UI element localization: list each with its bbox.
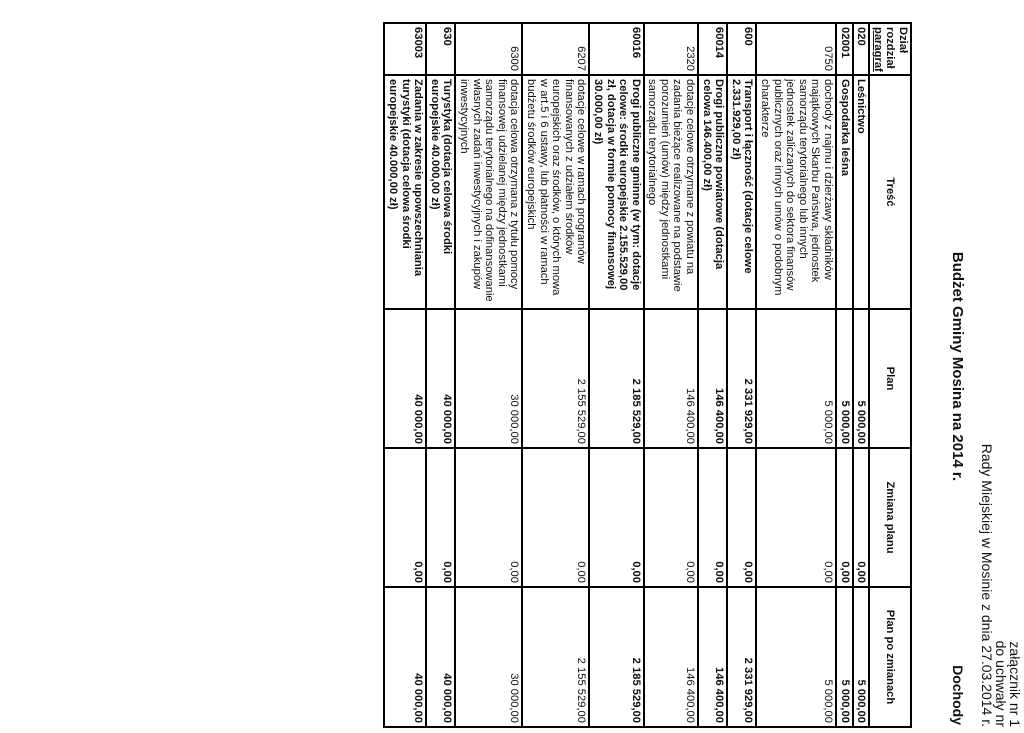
row-code: 02001 (836, 23, 853, 75)
table-row (836, 23, 853, 727)
row-description: Gospodarka leśna (836, 75, 853, 309)
row-plan-after: 5 000,00 (836, 587, 853, 727)
table-row (756, 23, 836, 727)
row-change: 0,00 (698, 448, 727, 587)
table-row (455, 23, 522, 727)
column-header-code-line2: rozdział (884, 27, 897, 69)
budget-table (383, 22, 912, 728)
row-plan: 40 000,00 (426, 309, 455, 448)
row-description: dotacja celowa otrzymana z tytułu pomocy finansowej udzielanej między jednostkami samorządu terytorialnego na dofinansowanie własnych zadań inwestycyjnych i zakupów inwestycyjnych (455, 75, 522, 309)
row-change: 0,00 (756, 448, 836, 587)
row-plan-after: 2 331 929,00 (727, 587, 756, 727)
table-row (644, 23, 698, 727)
table-row (727, 23, 756, 727)
table-row (698, 23, 727, 727)
row-plan: 5 000,00 (756, 309, 836, 448)
row-code: 020 (853, 23, 870, 75)
row-change: 0,00 (522, 448, 589, 587)
row-description: Leśnictwo (853, 75, 870, 309)
attachment-number: załącznik nr 1 (1007, 641, 1023, 727)
row-code: 2320 (644, 23, 698, 75)
row-change: 0,00 (384, 448, 426, 587)
row-code: 60014 (698, 23, 727, 75)
column-header-code-line1: Dział (897, 27, 909, 54)
row-plan: 2 155 529,00 (522, 309, 589, 448)
row-plan-after: 2 185 529,00 (589, 587, 643, 727)
column-header-change: Zmiana planu (869, 448, 911, 587)
row-plan: 30 000,00 (455, 309, 522, 448)
row-description: Drogi publiczne powiatowe (dotacja celowa 146.400,00 zł) (698, 75, 727, 309)
row-change: 0,00 (455, 448, 522, 587)
table-row (853, 23, 870, 727)
row-description: Transport i łączność (dotacje celowe 2.331.929,00 zł) (727, 75, 756, 309)
column-header-code (869, 23, 911, 75)
table-row (384, 23, 426, 727)
row-plan-after: 146 400,00 (644, 587, 698, 727)
row-code: 6300 (455, 23, 522, 75)
resolution-reference: do uchwały nr (993, 640, 1009, 727)
row-change: 0,00 (426, 448, 455, 587)
row-change: 0,00 (589, 448, 643, 587)
table-row (522, 23, 589, 727)
row-change: 0,00 (644, 448, 698, 587)
row-description: dochody z najmu i dzierżawy składników majątkowych Skarbu Państwa, jednostek samorządu terytorialnego lub innych jednostek zaliczanych do sektora finansów publicznych oraz innych umów o podobnym charakterze (756, 75, 836, 309)
row-change: 0,00 (727, 448, 756, 587)
row-change: 0,00 (836, 448, 853, 587)
row-code: 600 (727, 23, 756, 75)
row-description: Drogi publiczne gminne (w tym: dotacje celowe: środki europejskie 2.155.529,00 zł, dotacja w formie pomocy finansowej 30.000,00 zł) (589, 75, 643, 309)
column-header-code-line3: paragraf (871, 27, 884, 72)
row-plan: 146 400,00 (644, 309, 698, 448)
column-header-plan-after: Plan po zmianach (869, 587, 911, 727)
row-plan-after: 40 000,00 (384, 587, 426, 727)
council-date: Rady Miejskiej w Mosinie z dnia 27.03.2014 r. (979, 443, 995, 727)
row-plan: 5 000,00 (836, 309, 853, 448)
row-plan-after: 5 000,00 (756, 587, 836, 727)
row-description: Turystyka (dotacja celowa środki europejskie 40.000,00 zł) (426, 75, 455, 309)
table-row (589, 23, 643, 727)
section-label: Dochody (950, 665, 966, 725)
column-header-plan: Plan (869, 309, 911, 448)
page-title: Budżet Gminy Mosina na 2014 r. (949, 251, 966, 482)
row-code: 63003 (384, 23, 426, 75)
row-plan-after: 30 000,00 (455, 587, 522, 727)
row-code: 0750 (756, 23, 836, 75)
row-code: 6207 (522, 23, 589, 75)
row-plan: 2 331 929,00 (727, 309, 756, 448)
row-plan-after: 5 000,00 (853, 587, 870, 727)
table-row (426, 23, 455, 727)
row-description: dotacje celowe w ramach programów finansowanych z udziałem środków europejskich oraz środków, o których mowa w art.5 i 6 ustawy, lub płatności w ramach budżetu środków europejskich (522, 75, 589, 309)
row-plan-after: 146 400,00 (698, 587, 727, 727)
row-change: 0,00 (853, 448, 870, 587)
row-plan: 40 000,00 (384, 309, 426, 448)
row-plan-after: 40 000,00 (426, 587, 455, 727)
row-description: Zadania w zakresie upowszechniania turystyki (dotacja celowa środki europejskie 40.000,00 zł) (384, 75, 426, 309)
row-code: 630 (426, 23, 455, 75)
row-code: 60016 (589, 23, 643, 75)
row-description: dotacje celowe otrzymane z powiatu na zadania bieżące realizowane na podstawie porozumień (umów) między jednostkami samorządu terytorialnego (644, 75, 698, 309)
row-plan: 5 000,00 (853, 309, 870, 448)
column-header-description: Treść (869, 75, 911, 309)
row-plan: 146 400,00 (698, 309, 727, 448)
row-plan: 2 185 529,00 (589, 309, 643, 448)
row-plan-after: 2 155 529,00 (522, 587, 589, 727)
table-header-row (869, 23, 911, 727)
